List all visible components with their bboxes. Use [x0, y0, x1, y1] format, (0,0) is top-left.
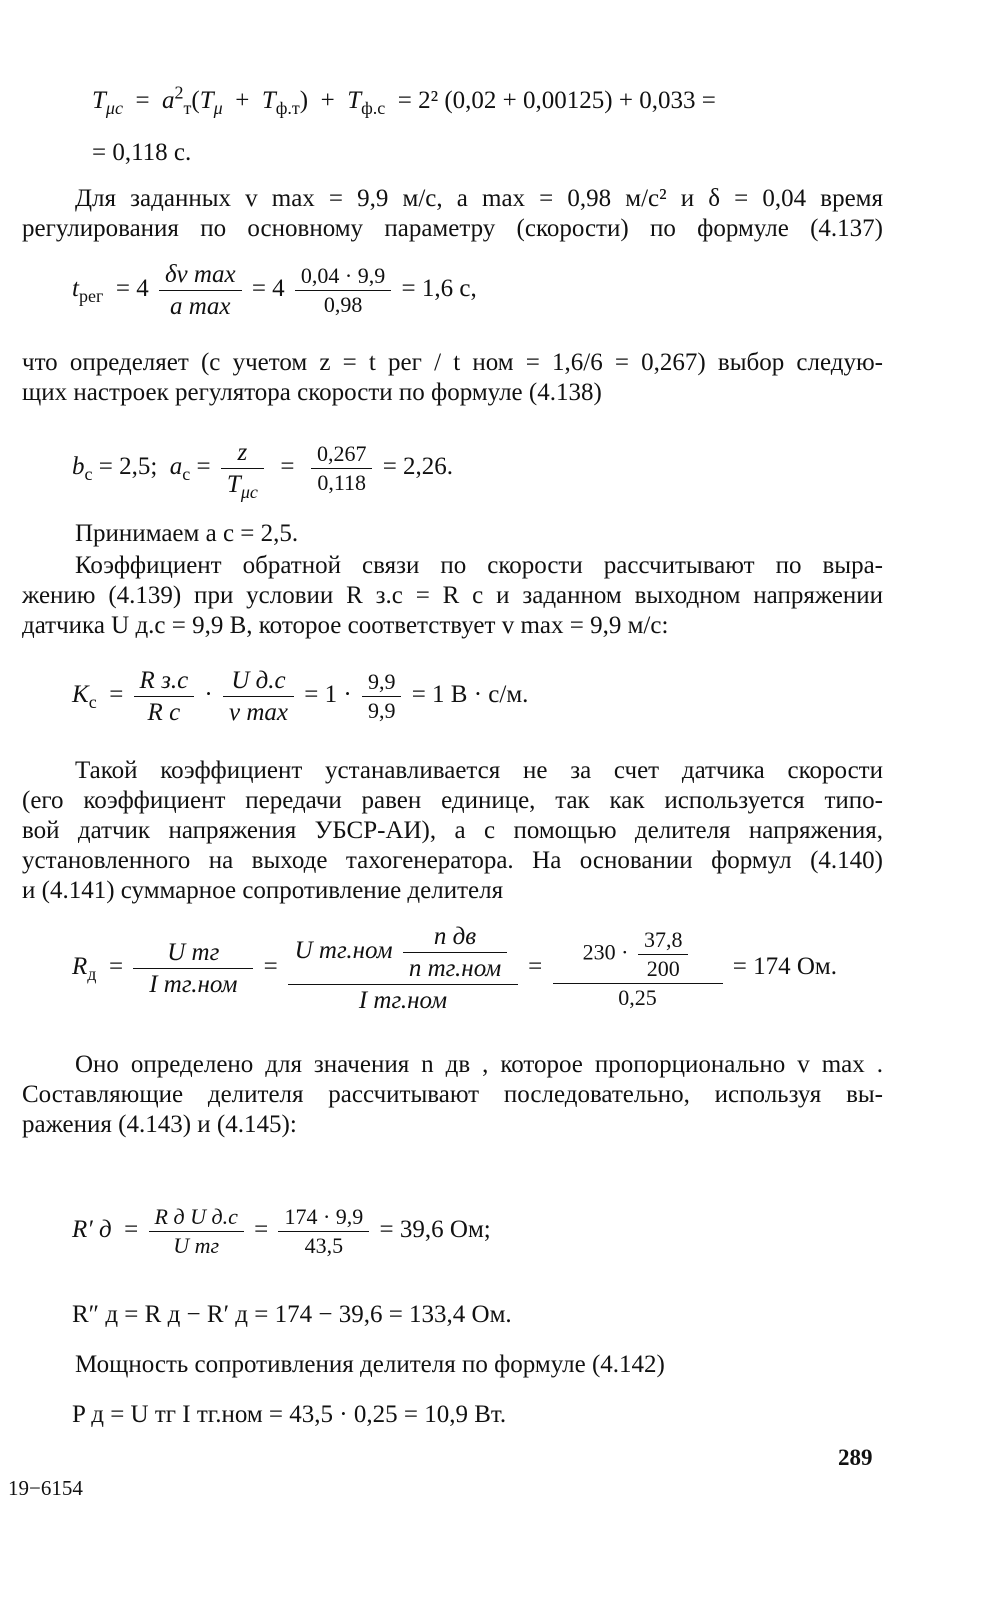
- numerator: 0,267: [311, 443, 373, 469]
- subscript: ф.т: [275, 98, 300, 118]
- numerator: R д U д.с: [149, 1206, 244, 1232]
- fraction: [288, 924, 518, 1013]
- nested-fraction: [403, 924, 507, 981]
- equation-kc: $K_с$ = $\frac{\text{R з.с}}{\text{R с}}$ · $\frac{\text{U д.с}}{\text{v max}}$ = 1 · $\frac{9,9}{9,9}$ = 1 В · с/м.: [72, 667, 529, 726]
- equation-rd-prime: R′ д = $\frac{\text{R д U д.с}}{\text{U тг}}$ = $\frac{174 \cdot 9,9}{43,5}$ = 39,6 Ом;: [72, 1204, 491, 1258]
- denominator: 43,5: [304, 1233, 344, 1258]
- paragraph-line: Такой коэффициент устанавливается не за счет датчика скорости: [75, 757, 883, 784]
- equation-result: = 174 Ом.: [732, 953, 838, 981]
- numerator: 0,04 · 9,9: [295, 265, 391, 291]
- paragraph-line: щих настроек регулятора скорости по формуле (4.138): [22, 379, 602, 406]
- symbol: T: [92, 87, 106, 114]
- denominator: v max: [229, 699, 288, 726]
- equation-t-mu-c: $T_{\mu c} = a^2_т(T_\mu + T_{ф.т}) + T_{ф.с} = 2^2$ (0,02 + 0,00125) + 0,033 =: [92, 82, 716, 118]
- symbol: T: [261, 87, 276, 114]
- denominator: n тг.ном: [408, 955, 502, 982]
- symbol: t: [72, 275, 79, 303]
- symbol: T: [199, 87, 214, 114]
- coefficient: 4: [272, 275, 285, 303]
- superscript: 2: [174, 82, 184, 103]
- denominator: a max: [170, 293, 231, 320]
- denominator: 0,98: [323, 292, 363, 317]
- equation-rd: $R_д$ = $\frac{\text{U тг}}{\text{I тг.ном}}$ = U тг.ном $\frac{\text{n дв}}{\text{n тг.ном}}$ I тг.ном = 230 · $\frac{37,8}{200}$ 0,25 = 174 Ом.: [72, 923, 838, 1014]
- denominator: 9,9: [367, 698, 396, 723]
- symbol: R′ д: [72, 1216, 112, 1244]
- fraction: [553, 926, 723, 1010]
- symbol: T: [347, 87, 362, 114]
- paragraph-line: и (4.141) суммарное сопротивление делителя: [22, 877, 504, 904]
- symbol: a: [169, 453, 183, 481]
- fraction: [159, 262, 242, 319]
- fraction: [223, 668, 294, 725]
- symbol: R: [72, 953, 88, 981]
- fraction: [278, 1206, 369, 1257]
- symbol: T: [226, 471, 241, 498]
- subscript: μ: [213, 98, 223, 118]
- subscript: рег: [78, 286, 104, 307]
- denominator: 0,25: [618, 984, 657, 1010]
- equation-result: = 2,26.: [382, 453, 454, 481]
- fraction: [134, 668, 195, 725]
- paragraph-line: установленного на выходе тахогенератора. На основании формул (4.140): [22, 847, 883, 874]
- denominator: U тг: [173, 1233, 220, 1258]
- subscript: д: [87, 964, 97, 985]
- subscript: ф.с: [361, 98, 386, 118]
- fraction: [221, 439, 264, 502]
- coefficient: 4: [136, 275, 149, 303]
- signature-mark: 19−6154: [8, 1476, 83, 1500]
- nested-fraction: [638, 926, 689, 981]
- subscript: μc: [240, 482, 258, 502]
- denominator: I тг.ном: [149, 971, 238, 998]
- symbol: U тг.ном: [294, 937, 393, 965]
- paragraph-line: что определяет (с учетом z = t рег / t ном = 1,6/6 = 0,267) выбор следую-: [22, 349, 883, 376]
- numerator: n дв: [403, 924, 507, 953]
- symbol: K: [72, 681, 89, 709]
- denominator: 0,118: [317, 470, 367, 495]
- paragraph-line: Составляющие делителя рассчитывают последовательно, используя вы-: [22, 1081, 883, 1108]
- equation-pd: P д = U тг I тг.ном = 43,5 · 0,25 = 10,9 Вт.: [72, 1401, 507, 1428]
- subscript: т: [183, 98, 192, 118]
- numerator: U д.с: [223, 668, 294, 697]
- fraction: [149, 1206, 244, 1257]
- numerator: 37,8: [638, 929, 689, 955]
- paragraph-line: Коэффициент обратной связи по скорости рассчитывают по выра-: [75, 552, 883, 579]
- symbol: a: [162, 87, 175, 114]
- paragraph-line: регулирования по основному параметру (скорости) по формуле (4.137): [22, 215, 883, 242]
- numerator: 174 · 9,9: [278, 1206, 369, 1232]
- paragraph-line: Принимаем a с = 2,5.: [75, 520, 299, 547]
- equation-t-reg: $t_{рег} = 4$ $\frac{\text{δv max}}{\text{a max}}$ = 4 $\frac{0,04 \cdot 9,9}{0,98}$ = 1,6 с,: [72, 261, 477, 320]
- equation-result: = 0,118 с.: [92, 139, 192, 166]
- equation-rd-double-prime: R″ д = R д − R′ д = 174 − 39,6 = 133,4 Ом.: [72, 1301, 512, 1328]
- symbol: b: [72, 453, 85, 481]
- numerator: z: [221, 440, 264, 469]
- subscript: с: [88, 692, 97, 713]
- fraction: [295, 265, 391, 316]
- paragraph-line: (его коэффициент передачи равен единице, так как используется типо-: [22, 787, 883, 814]
- fraction: [311, 443, 373, 494]
- equation-result: = 1 В · с/м.: [411, 681, 529, 709]
- numerator: R з.с: [134, 668, 195, 697]
- page-number: 289: [838, 1445, 873, 1470]
- denominator: [221, 469, 264, 502]
- numerator: 9,9: [362, 671, 402, 697]
- denominator: R с: [147, 699, 181, 726]
- paragraph-line: вой датчик напряжения УБСР-АИ), а с помощью делителя напряжения,: [22, 817, 883, 844]
- fraction: [362, 671, 402, 722]
- numerator: [553, 926, 723, 984]
- equation-bc-ac: $b_с = 2,5$; $a_с$ = $\frac{z}{T_{\mu c}}$ = $\frac{0,267}{0,118}$ = 2,26.: [72, 439, 454, 502]
- equation-result: = 1,6 с,: [401, 275, 477, 303]
- paragraph-line: жению (4.139) при условии R з.с = R с и заданном выходном напряжении: [22, 582, 883, 609]
- equation-numeric: = 2² (0,02 + 0,00125) + 0,033 =: [397, 87, 716, 114]
- paragraph-line: ражения (4.143) и (4.145):: [22, 1111, 297, 1138]
- subscript: с: [84, 464, 93, 485]
- paragraph-line: датчика U д.с = 9,9 В, которое соответствует v max = 9,9 м/с:: [22, 612, 669, 639]
- denominator: I тг.ном: [358, 987, 448, 1014]
- equation-result: = 39,6 Ом;: [379, 1216, 491, 1244]
- paragraph-line: Для заданных v max = 9,9 м/с, a max = 0,98 м/с² и δ = 0,04 время: [75, 185, 883, 212]
- value: = 2,5;: [98, 453, 158, 481]
- numerator: [288, 924, 518, 985]
- coefficient: = 1 ·: [304, 681, 352, 709]
- subscript: μc: [105, 98, 123, 118]
- paragraph-line: Мощность сопротивления делителя по формуле (4.142): [75, 1351, 665, 1378]
- numerator: U тг: [133, 940, 253, 969]
- numerator: δv max: [159, 262, 242, 291]
- denominator: 200: [646, 955, 680, 981]
- paragraph-line: Оно определено для значения n дв , которое пропорционально v max .: [75, 1051, 883, 1078]
- fraction: [133, 940, 253, 997]
- coefficient: 230 ·: [582, 939, 629, 965]
- subscript: с: [182, 464, 191, 485]
